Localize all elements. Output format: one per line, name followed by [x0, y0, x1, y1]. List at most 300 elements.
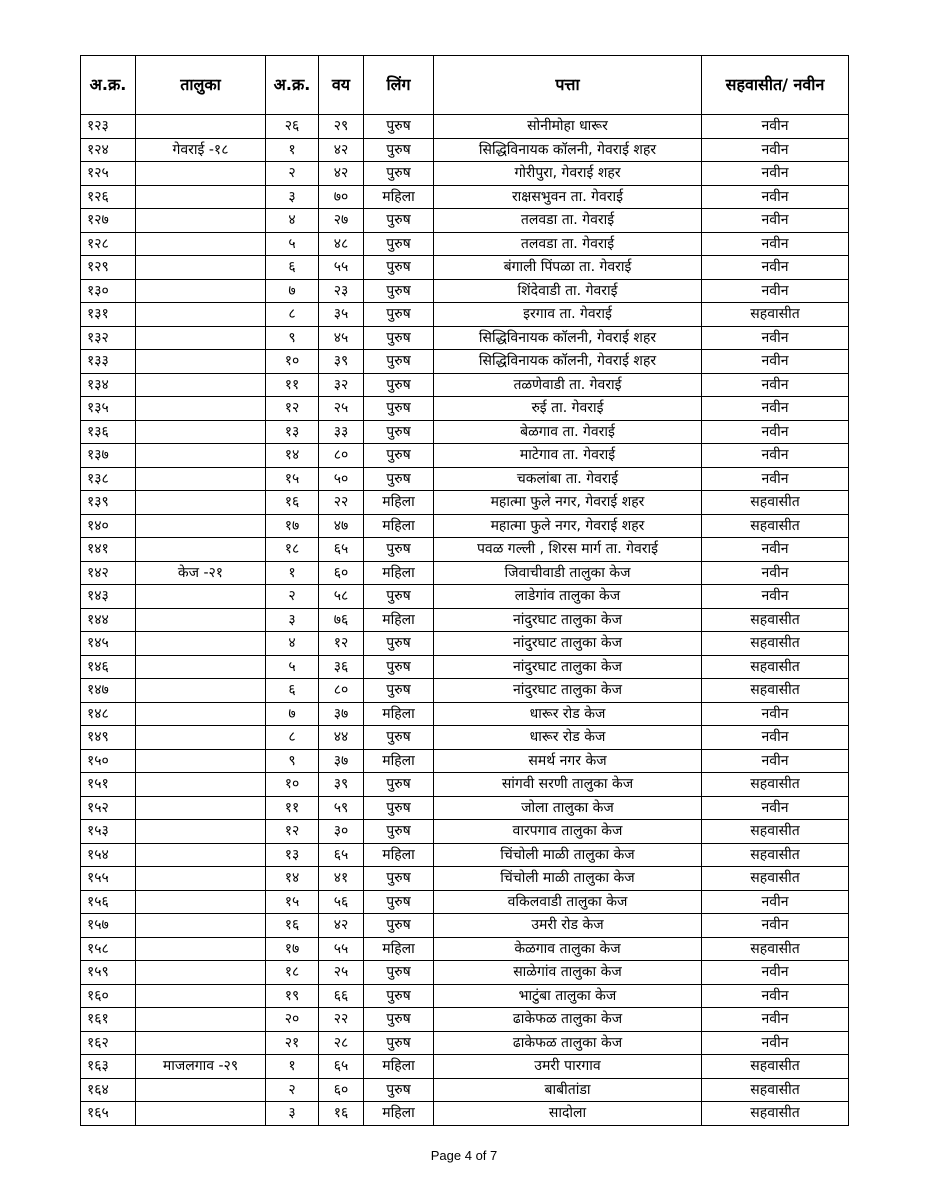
address-cell: बंगाली पिंपळा ता. गेवराई — [434, 256, 702, 280]
taluka-serial-no-cell: २ — [266, 162, 319, 186]
address-cell: साळेगांव तालुका केज — [434, 961, 702, 985]
taluka-cell — [136, 420, 266, 444]
gender-cell: पुरुष — [364, 279, 434, 303]
gender-cell: महिला — [364, 702, 434, 726]
gender-cell: पुरुष — [364, 796, 434, 820]
contact-status-cell: सहवासीत — [702, 867, 849, 891]
table-row — [81, 373, 849, 397]
contact-status-cell: नवीन — [702, 444, 849, 468]
gender-cell: पुरुष — [364, 679, 434, 703]
table-row — [81, 655, 849, 679]
age-cell: ३९ — [319, 350, 364, 374]
contact-status-cell: नवीन — [702, 702, 849, 726]
age-cell: ४८ — [319, 232, 364, 256]
address-cell: ढाकेफळ तालुका केज — [434, 1031, 702, 1055]
age-cell: १६ — [319, 1102, 364, 1126]
taluka-serial-no-cell: १० — [266, 350, 319, 374]
serial-no-cell: १५४ — [81, 843, 136, 867]
gender-cell: पुरुष — [364, 655, 434, 679]
address-cell: सिद्धिविनायक कॉलनी, गेवराई शहर — [434, 326, 702, 350]
contact-status-cell: सहवासीत — [702, 491, 849, 515]
table-row — [81, 444, 849, 468]
age-cell: ४१ — [319, 867, 364, 891]
address-cell: तलवडा ता. गेवराई — [434, 232, 702, 256]
serial-no-cell: १२३ — [81, 115, 136, 139]
age-cell: २५ — [319, 961, 364, 985]
age-cell: ३६ — [319, 655, 364, 679]
taluka-serial-no-cell: १३ — [266, 843, 319, 867]
contact-status-cell: सहवासीत — [702, 820, 849, 844]
taluka-serial-no-cell: १९ — [266, 984, 319, 1008]
contact-status-cell: सहवासीत — [702, 303, 849, 327]
taluka-serial-no-cell: ९ — [266, 326, 319, 350]
age-cell: ६५ — [319, 538, 364, 562]
taluka-serial-no-cell: १ — [266, 1055, 319, 1079]
taluka-serial-no-cell: १४ — [266, 444, 319, 468]
age-cell: ५० — [319, 467, 364, 491]
taluka-cell — [136, 209, 266, 233]
serial-no-cell: १५८ — [81, 937, 136, 961]
contact-status-cell: नवीन — [702, 749, 849, 773]
taluka-serial-no-cell: १७ — [266, 514, 319, 538]
taluka-cell — [136, 373, 266, 397]
age-cell: ५९ — [319, 796, 364, 820]
contact-status-cell: सहवासीत — [702, 1078, 849, 1102]
age-cell: ३९ — [319, 773, 364, 797]
gender-cell: महिला — [364, 561, 434, 585]
taluka-cell — [136, 279, 266, 303]
contact-status-cell: नवीन — [702, 209, 849, 233]
taluka-serial-no-cell: २ — [266, 585, 319, 609]
table-row — [81, 749, 849, 773]
taluka-cell — [136, 655, 266, 679]
taluka-cell — [136, 608, 266, 632]
age-cell: ४२ — [319, 138, 364, 162]
gender-cell: महिला — [364, 1102, 434, 1126]
serial-no-cell: १२९ — [81, 256, 136, 280]
table-row — [81, 538, 849, 562]
age-cell: २७ — [319, 209, 364, 233]
gender-cell: महिला — [364, 491, 434, 515]
table-row — [81, 937, 849, 961]
address-cell: धारूर रोड केज — [434, 702, 702, 726]
address-cell: उमरी पारगाव — [434, 1055, 702, 1079]
address-cell: चकलांबा ता. गेवराई — [434, 467, 702, 491]
gender-cell: पुरुष — [364, 303, 434, 327]
gender-cell: पुरुष — [364, 984, 434, 1008]
taluka-serial-no-cell: ७ — [266, 702, 319, 726]
taluka-serial-no-cell: १५ — [266, 467, 319, 491]
gender-cell: महिला — [364, 514, 434, 538]
age-cell: ४५ — [319, 326, 364, 350]
age-cell: ३५ — [319, 303, 364, 327]
contact-status-cell: सहवासीत — [702, 679, 849, 703]
address-cell: वारपगाव तालुका केज — [434, 820, 702, 844]
contact-status-cell: नवीन — [702, 984, 849, 1008]
age-cell: ४२ — [319, 914, 364, 938]
table-row — [81, 961, 849, 985]
taluka-serial-no-cell: ३ — [266, 1102, 319, 1126]
table-row — [81, 867, 849, 891]
age-cell: ७६ — [319, 608, 364, 632]
table-row — [81, 303, 849, 327]
contact-status-cell: नवीन — [702, 467, 849, 491]
taluka-cell — [136, 843, 266, 867]
age-cell: ३२ — [319, 373, 364, 397]
address-cell: रुई ता. गेवराई — [434, 397, 702, 421]
gender-cell: पुरुष — [364, 209, 434, 233]
taluka-cell — [136, 256, 266, 280]
gender-cell: पुरुष — [364, 256, 434, 280]
contact-status-cell: नवीन — [702, 138, 849, 162]
address-cell: पवळ गल्ली , शिरस मार्ग ता. गेवराई — [434, 538, 702, 562]
table-row — [81, 209, 849, 233]
address-cell: सिद्धिविनायक कॉलनी, गेवराई शहर — [434, 138, 702, 162]
patient-list-table — [80, 55, 849, 1126]
age-cell: ४७ — [319, 514, 364, 538]
age-cell: १२ — [319, 632, 364, 656]
age-cell: ६५ — [319, 843, 364, 867]
age-cell: ८० — [319, 444, 364, 468]
table-row — [81, 820, 849, 844]
address-cell: सिद्धिविनायक कॉलनी, गेवराई शहर — [434, 350, 702, 374]
taluka-cell — [136, 961, 266, 985]
taluka-serial-no-cell: ६ — [266, 679, 319, 703]
serial-no-cell: १५२ — [81, 796, 136, 820]
serial-no-cell: १२७ — [81, 209, 136, 233]
address-cell: सोनीमोहा धारूर — [434, 115, 702, 139]
taluka-cell — [136, 326, 266, 350]
taluka-serial-no-cell: ७ — [266, 279, 319, 303]
serial-no-cell: १३३ — [81, 350, 136, 374]
serial-no-cell: १५५ — [81, 867, 136, 891]
serial-no-cell: १४४ — [81, 608, 136, 632]
contact-status-cell: सहवासीत — [702, 632, 849, 656]
address-cell: भाटुंबा तालुका केज — [434, 984, 702, 1008]
gender-cell: पुरुष — [364, 961, 434, 985]
table-row — [81, 890, 849, 914]
table-row — [81, 115, 849, 139]
age-cell: २३ — [319, 279, 364, 303]
header-contact-status: सहवासीत/ नवीन — [702, 56, 849, 115]
gender-cell: महिला — [364, 749, 434, 773]
contact-status-cell: नवीन — [702, 279, 849, 303]
taluka-serial-no-cell: ११ — [266, 373, 319, 397]
age-cell: ५५ — [319, 256, 364, 280]
table-row — [81, 984, 849, 1008]
serial-no-cell: १३१ — [81, 303, 136, 327]
age-cell: ६६ — [319, 984, 364, 1008]
address-cell: नांदुरघाट तालुका केज — [434, 608, 702, 632]
serial-no-cell: १४६ — [81, 655, 136, 679]
taluka-serial-no-cell: १५ — [266, 890, 319, 914]
taluka-serial-no-cell: ३ — [266, 185, 319, 209]
taluka-serial-no-cell: २ — [266, 1078, 319, 1102]
gender-cell: पुरुष — [364, 373, 434, 397]
table-row — [81, 1055, 849, 1079]
contact-status-cell: सहवासीत — [702, 655, 849, 679]
age-cell: २२ — [319, 1008, 364, 1032]
taluka-cell — [136, 491, 266, 515]
serial-no-cell: १६२ — [81, 1031, 136, 1055]
serial-no-cell: १३० — [81, 279, 136, 303]
serial-no-cell: १५६ — [81, 890, 136, 914]
taluka-cell — [136, 303, 266, 327]
age-cell: २५ — [319, 397, 364, 421]
age-cell: ५६ — [319, 890, 364, 914]
taluka-serial-no-cell: १८ — [266, 538, 319, 562]
taluka-cell — [136, 679, 266, 703]
table-row — [81, 467, 849, 491]
age-cell: २२ — [319, 491, 364, 515]
table-row — [81, 279, 849, 303]
table-row — [81, 632, 849, 656]
taluka-serial-no-cell: ११ — [266, 796, 319, 820]
contact-status-cell: नवीन — [702, 538, 849, 562]
taluka-serial-no-cell: ६ — [266, 256, 319, 280]
table-row — [81, 326, 849, 350]
taluka-cell — [136, 115, 266, 139]
gender-cell: पुरुष — [364, 162, 434, 186]
taluka-cell — [136, 984, 266, 1008]
serial-no-cell: १३६ — [81, 420, 136, 444]
contact-status-cell: नवीन — [702, 585, 849, 609]
age-cell: ५८ — [319, 585, 364, 609]
age-cell: ३३ — [319, 420, 364, 444]
taluka-cell — [136, 467, 266, 491]
serial-no-cell: १५० — [81, 749, 136, 773]
table-row — [81, 397, 849, 421]
address-cell: सादोला — [434, 1102, 702, 1126]
serial-no-cell: १४७ — [81, 679, 136, 703]
gender-cell: पुरुष — [364, 138, 434, 162]
contact-status-cell: नवीन — [702, 115, 849, 139]
serial-no-cell: १३९ — [81, 491, 136, 515]
serial-no-cell: १३५ — [81, 397, 136, 421]
table-row — [81, 608, 849, 632]
header-gender: लिंग — [364, 56, 434, 115]
address-cell: चिंचोली माळी तालुका केज — [434, 867, 702, 891]
taluka-cell — [136, 1102, 266, 1126]
taluka-serial-no-cell: २० — [266, 1008, 319, 1032]
age-cell: ७० — [319, 185, 364, 209]
serial-no-cell: १३२ — [81, 326, 136, 350]
table-row — [81, 1078, 849, 1102]
age-cell: २९ — [319, 115, 364, 139]
gender-cell: पुरुष — [364, 585, 434, 609]
address-cell: लाडेगांव तालुका केज — [434, 585, 702, 609]
gender-cell: पुरुष — [364, 467, 434, 491]
table-row — [81, 561, 849, 585]
gender-cell: पुरुष — [364, 326, 434, 350]
taluka-serial-no-cell: २१ — [266, 1031, 319, 1055]
taluka-cell — [136, 232, 266, 256]
serial-no-cell: १२६ — [81, 185, 136, 209]
serial-no-cell: १२४ — [81, 138, 136, 162]
age-cell: ५५ — [319, 937, 364, 961]
contact-status-cell: सहवासीत — [702, 843, 849, 867]
page-number: Page 4 of 7 — [430, 1148, 498, 1163]
gender-cell: महिला — [364, 937, 434, 961]
serial-no-cell: १४५ — [81, 632, 136, 656]
gender-cell: पुरुष — [364, 538, 434, 562]
taluka-serial-no-cell: १८ — [266, 961, 319, 985]
header-taluka: तालुका — [136, 56, 266, 115]
gender-cell: महिला — [364, 185, 434, 209]
contact-status-cell: नवीन — [702, 326, 849, 350]
age-cell: ६५ — [319, 1055, 364, 1079]
address-cell: महात्मा फुले नगर, गेवराई शहर — [434, 491, 702, 515]
age-cell: ४२ — [319, 162, 364, 186]
serial-no-cell: १४० — [81, 514, 136, 538]
contact-status-cell: नवीन — [702, 420, 849, 444]
table-row — [81, 702, 849, 726]
contact-status-cell: नवीन — [702, 162, 849, 186]
gender-cell: पुरुष — [364, 1031, 434, 1055]
table-row — [81, 162, 849, 186]
taluka-serial-no-cell: ८ — [266, 303, 319, 327]
table-row — [81, 232, 849, 256]
age-cell: २८ — [319, 1031, 364, 1055]
address-cell: उमरी रोड केज — [434, 914, 702, 938]
contact-status-cell: नवीन — [702, 914, 849, 938]
taluka-serial-no-cell: १० — [266, 773, 319, 797]
age-cell: ६० — [319, 561, 364, 585]
gender-cell: पुरुष — [364, 773, 434, 797]
table-row — [81, 679, 849, 703]
contact-status-cell: नवीन — [702, 232, 849, 256]
taluka-cell — [136, 796, 266, 820]
address-cell: गोरीपुरा, गेवराई शहर — [434, 162, 702, 186]
taluka-serial-no-cell: १३ — [266, 420, 319, 444]
table-row — [81, 514, 849, 538]
table-row — [81, 843, 849, 867]
table-body — [81, 115, 849, 1126]
taluka-cell: गेवराई -१८ — [136, 138, 266, 162]
serial-no-cell: १५१ — [81, 773, 136, 797]
taluka-cell — [136, 702, 266, 726]
contact-status-cell: नवीन — [702, 373, 849, 397]
taluka-serial-no-cell: १ — [266, 561, 319, 585]
age-cell: ३७ — [319, 702, 364, 726]
taluka-serial-no-cell: १२ — [266, 397, 319, 421]
taluka-serial-no-cell: १६ — [266, 491, 319, 515]
taluka-serial-no-cell: ५ — [266, 232, 319, 256]
address-cell: जिवाचीवाडी तालुका केज — [434, 561, 702, 585]
header-age: वय — [319, 56, 364, 115]
address-cell: तलवडा ता. गेवराई — [434, 209, 702, 233]
taluka-serial-no-cell: ४ — [266, 209, 319, 233]
serial-no-cell: १३४ — [81, 373, 136, 397]
age-cell: ४४ — [319, 726, 364, 750]
address-cell: केळगाव तालुका केज — [434, 937, 702, 961]
contact-status-cell: नवीन — [702, 796, 849, 820]
taluka-serial-no-cell: ८ — [266, 726, 319, 750]
serial-no-cell: १५७ — [81, 914, 136, 938]
taluka-serial-no-cell: १ — [266, 138, 319, 162]
address-cell: नांदुरघाट तालुका केज — [434, 632, 702, 656]
header-address: पत्ता — [434, 56, 702, 115]
gender-cell: पुरुष — [364, 632, 434, 656]
taluka-serial-no-cell: ९ — [266, 749, 319, 773]
taluka-cell — [136, 773, 266, 797]
contact-status-cell: नवीन — [702, 256, 849, 280]
age-cell: ३० — [319, 820, 364, 844]
contact-status-cell: सहवासीत — [702, 937, 849, 961]
serial-no-cell: १५३ — [81, 820, 136, 844]
contact-status-cell: सहवासीत — [702, 608, 849, 632]
contact-status-cell: सहवासीत — [702, 514, 849, 538]
address-cell: राक्षसभुवन ता. गेवराई — [434, 185, 702, 209]
table-row — [81, 914, 849, 938]
serial-no-cell: १४९ — [81, 726, 136, 750]
table-row — [81, 796, 849, 820]
gender-cell: पुरुष — [364, 115, 434, 139]
table-row — [81, 185, 849, 209]
contact-status-cell: नवीन — [702, 561, 849, 585]
serial-no-cell: १६० — [81, 984, 136, 1008]
serial-no-cell: १५९ — [81, 961, 136, 985]
contact-status-cell: नवीन — [702, 350, 849, 374]
contact-status-cell: सहवासीत — [702, 1055, 849, 1079]
taluka-cell — [136, 937, 266, 961]
contact-status-cell: सहवासीत — [702, 1102, 849, 1126]
address-cell: समर्थ नगर केज — [434, 749, 702, 773]
address-cell: इरगाव ता. गेवराई — [434, 303, 702, 327]
age-cell: ६० — [319, 1078, 364, 1102]
contact-status-cell: नवीन — [702, 890, 849, 914]
serial-no-cell: १२५ — [81, 162, 136, 186]
address-cell: शिंदेवाडी ता. गेवराई — [434, 279, 702, 303]
taluka-cell — [136, 820, 266, 844]
gender-cell: पुरुष — [364, 232, 434, 256]
taluka-cell — [136, 514, 266, 538]
table-row — [81, 420, 849, 444]
taluka-cell — [136, 867, 266, 891]
gender-cell: महिला — [364, 608, 434, 632]
taluka-cell — [136, 185, 266, 209]
contact-status-cell: सहवासीत — [702, 773, 849, 797]
serial-no-cell: १४८ — [81, 702, 136, 726]
gender-cell: पुरुष — [364, 444, 434, 468]
taluka-serial-no-cell: ४ — [266, 632, 319, 656]
table-row — [81, 350, 849, 374]
table-row — [81, 773, 849, 797]
taluka-serial-no-cell: ३ — [266, 608, 319, 632]
address-cell: धारूर रोड केज — [434, 726, 702, 750]
serial-no-cell: १४३ — [81, 585, 136, 609]
taluka-cell — [136, 350, 266, 374]
address-cell: नांदुरघाट तालुका केज — [434, 679, 702, 703]
gender-cell: पुरुष — [364, 820, 434, 844]
serial-no-cell: १२८ — [81, 232, 136, 256]
taluka-cell — [136, 162, 266, 186]
gender-cell: पुरुष — [364, 1008, 434, 1032]
taluka-serial-no-cell: १४ — [266, 867, 319, 891]
table-row — [81, 1031, 849, 1055]
gender-cell: पुरुष — [364, 397, 434, 421]
gender-cell: पुरुष — [364, 1078, 434, 1102]
contact-status-cell: नवीन — [702, 726, 849, 750]
table-row — [81, 1008, 849, 1032]
serial-no-cell: १६१ — [81, 1008, 136, 1032]
contact-status-cell: नवीन — [702, 961, 849, 985]
age-cell: ८० — [319, 679, 364, 703]
table-row — [81, 138, 849, 162]
contact-status-cell: नवीन — [702, 1031, 849, 1055]
gender-cell: पुरुष — [364, 890, 434, 914]
table-row — [81, 256, 849, 280]
